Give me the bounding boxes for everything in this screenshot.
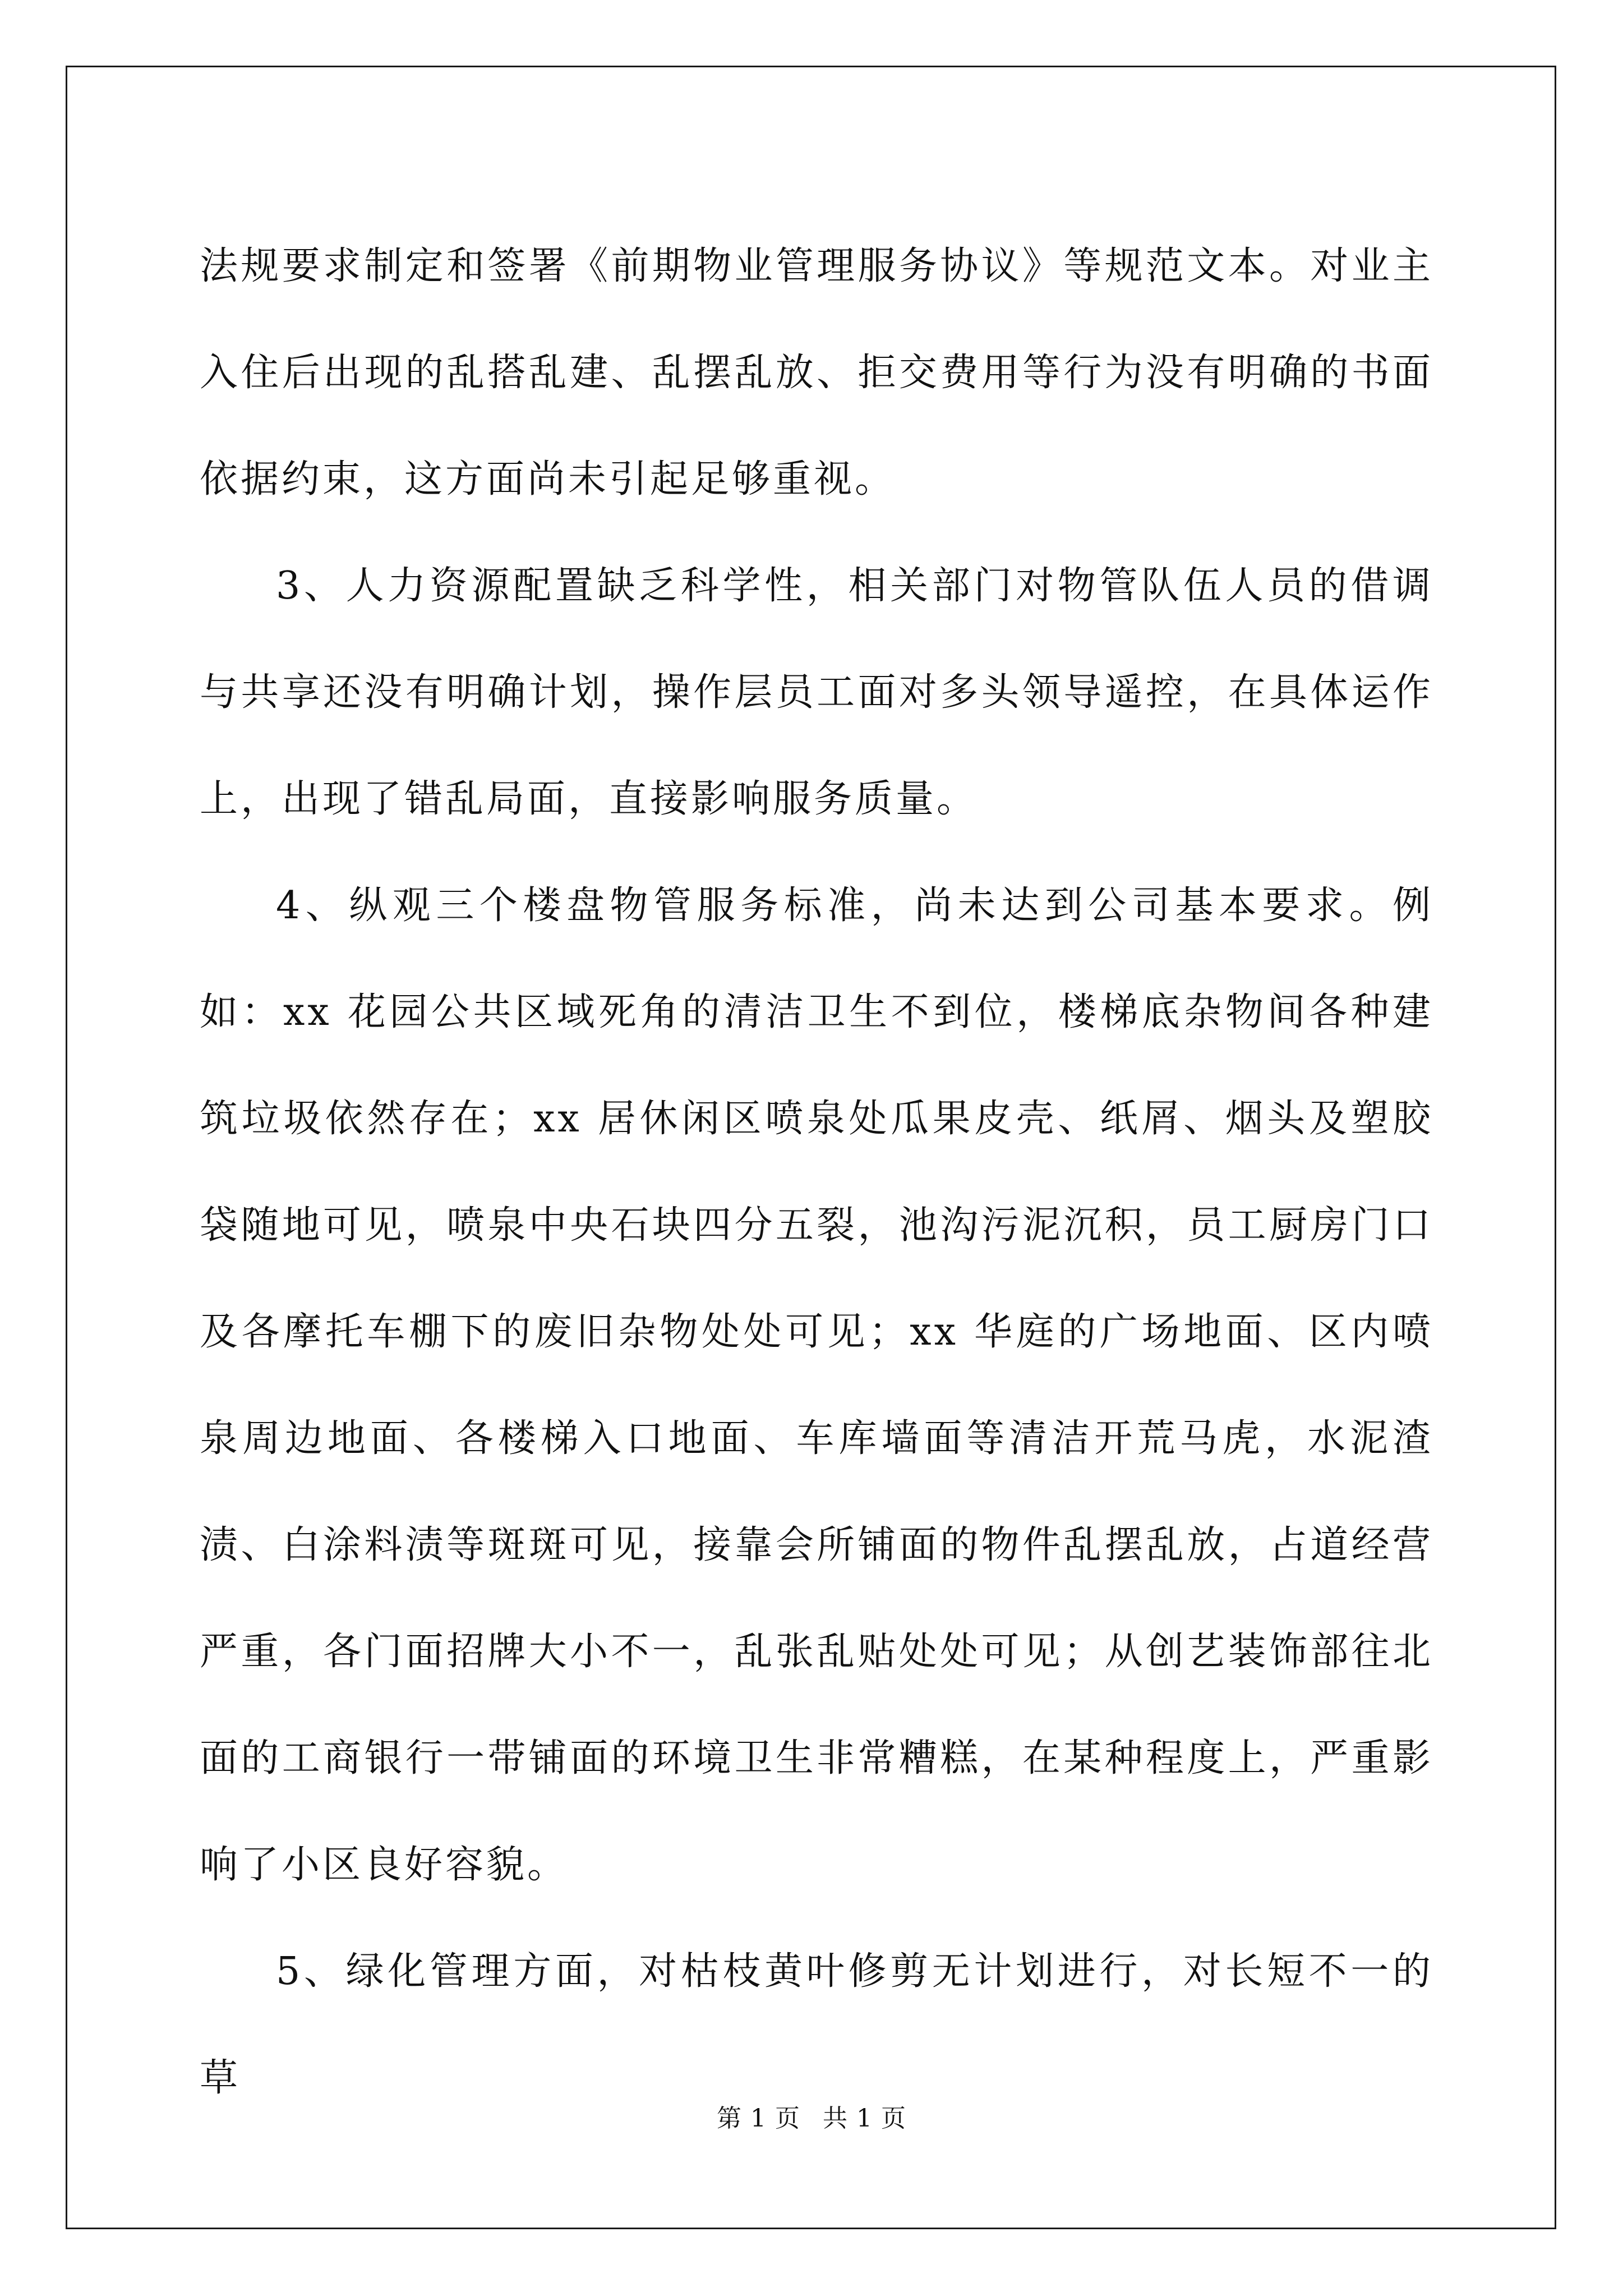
paragraph-1: 法规要求制定和签署《前期物业管理服务协议》等规范文本。对业主入住后出现的乱搭乱建、乱摆乱放、拒交费用等行为没有明确的书面依据约束，这方面尚未引起足够重视。 — [200, 244, 1433, 501]
paragraph-3: 4、纵观三个楼盘物管服务标准，尚未达到公司基本要求。例如：xx 花园公共区域死角的清洁卫生不到位，楼梯底杂物间各种建筑垃圾依然存在；xx 居休闲区喷泉处瓜果皮壳、纸屑、烟头及塑胶袋随地可见，喷泉中央石块四分五裂，池沟污泥沉积，员工厨房门口及各摩托车棚下的废旧杂物处处可见；xx 华庭的广场地面、区内喷泉周边地面、各楼梯入口地面、车库墙面等清洁开荒马虎，水泥渣渍、白涂料渍等斑斑可见，接靠会所铺面的物件乱摆乱放，占道经营严重，各门面招牌大小不一，乱张乱贴处处可见；从创艺装饰部往北面的工商银行一带铺面的环境卫生非常糟糕，在某种程度上，严重影响了小区良好容貌。 — [200, 884, 1433, 1887]
page-number: 第 1 页 — [717, 2104, 800, 2133]
document-body — [200, 213, 1433, 2132]
page-footer — [0, 2098, 1623, 2134]
paragraph-4: 5、绿化管理方面，对枯枝黄叶修剪无计划进行，对长短不一的草 — [200, 1949, 1433, 2100]
paragraph-2: 3、人力资源配置缺乏科学性，相关部门对物管队伍人员的借调与共享还没有明确计划，操作层员工面对多头领导遥控，在具体运作上，出现了错乱局面，直接影响服务质量。 — [200, 564, 1433, 821]
page-total: 共 1 页 — [823, 2104, 906, 2133]
